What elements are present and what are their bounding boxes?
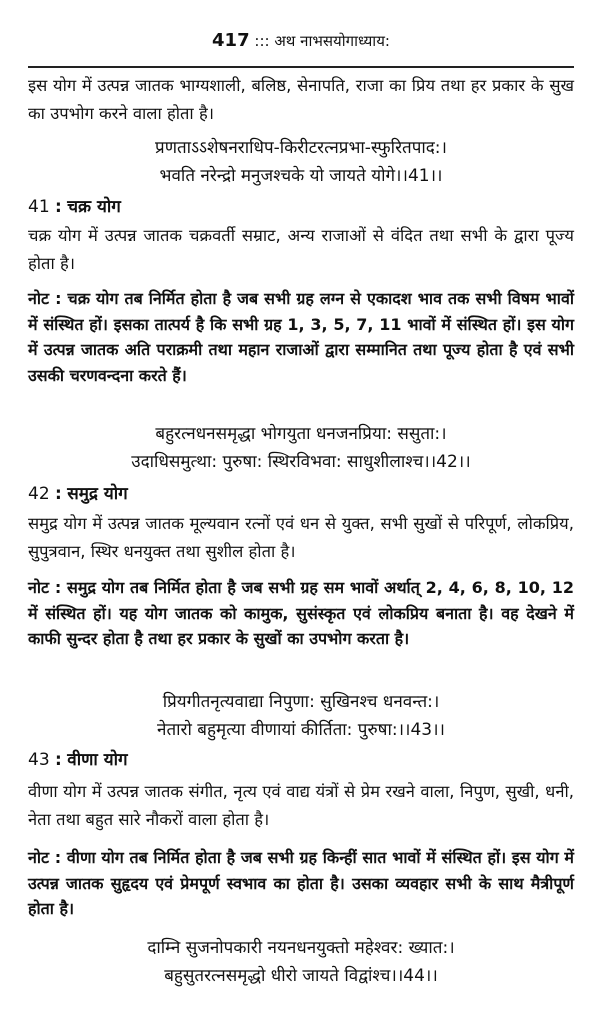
section-note: नोट : चक्र योग तब निर्मित होता है जब सभी ग्रह लग्न से एकादश भाव तक सभी विषम भावों में संस्थित हों। इसका तात्पर्य है कि सभी ग्रह 1, 3, 5, 7, 11 भावों में संस्थित हों। इस योग में उत्पन्न जातक अति पराक्रमी तथा महान राजाओं द्वारा सम्मानित तथा पूज्य होता है एवं सभी उसकी चरणवन्दना करते हैं। [28, 289, 574, 385]
section-text: समुद्र योग में उत्पन्न जातक मूल्यवान रत्नों एवं धन से युक्त, सभी सुखों से परिपूर्ण, लोकप्रिय, सुपुत्रवान, स्थिर धनयुक्त तथा सुशील होता है। [28, 514, 574, 561]
verse-line: नेतारो बहुमृत्या वीणायां कीर्तिता: पुरुषा:।।43।। [157, 720, 445, 740]
section-number: 41 [28, 197, 50, 217]
section-note: नोट : समुद्र योग तब निर्मित होता है जब सभी ग्रह सम भावों अर्थात् 2, 4, 6, 8, 10, 12 में संस्थित हों। यह योग जातक को कामुक, सुसंस्कृत एवं लोकप्रिय बनाता है। वह देखने में काफी सुन्दर होता है तथा हर प्रकार के सुखों का उपभोग करता है। [28, 578, 574, 648]
section-number: 42 [28, 484, 50, 504]
section-heading [28, 194, 574, 220]
verse-line: बहुरत्नधनसमृद्धा भोगयुता धनजनप्रिया: ससुता:। [155, 424, 447, 444]
verse-line: बहुसुतरत्नसमृद्धो धीरो जायते विद्वांश्च।।44।। [164, 966, 438, 986]
intro-paragraph: इस योग में उत्पन्न जातक भाग्यशाली, बलिष्ठ, सेनापति, राजा का प्रिय तथा हर प्रकार के सुख का उपभोग करने वाला होता है। [28, 76, 574, 123]
header-rule [28, 66, 574, 68]
section-heading [28, 481, 574, 507]
chapter-title: अथ नाभसयोगाध्याय: [274, 32, 390, 50]
verse-line: प्रणताऽऽशेषनराधिप-किरीटरत्नप्रभा-स्फुरितपाद:। [155, 138, 447, 158]
section-note: नोट : वीणा योग तब निर्मित होता है जब सभी ग्रह किन्हीं सात भावों में संस्थित हों। इस योग में उत्पन्न जातक सुहृदय एवं प्रेमपूर्ण स्वभाव का होता है। उसका व्यवहार सभी के साथ मैत्रीपूर्ण होता है। [28, 848, 574, 918]
verse-line: प्रियगीतनृत्यवाद्या निपुणा: सुखिनश्च धनवन्त:। [162, 692, 440, 712]
header-separator: ::: [254, 32, 270, 50]
section-text: चक्र योग में उत्पन्न जातक चक्रवर्ती सम्राट, अन्य राजाओं से वंदित तथा सभी के द्वारा पूज्य होता है। [28, 226, 574, 273]
heading-colon: : [55, 197, 62, 217]
verse-line: उदाधिसमुत्था: पुरुषा: स्थिरविभवा: साधुशीलाश्च।।42।। [131, 452, 471, 472]
verse-44 [28, 934, 574, 990]
verse-41 [28, 134, 574, 190]
page-number: 417 [212, 30, 250, 51]
verse-line: दाम्नि सुजनोपकारी नयनधनयुक्तो महेश्वर: ख्यात:। [147, 938, 455, 958]
verse-42 [28, 420, 574, 476]
section-title: चक्र योग [67, 197, 121, 217]
section-heading [28, 747, 574, 773]
section-number: 43 [28, 750, 50, 770]
verse-43 [28, 688, 574, 744]
section-text: वीणा योग में उत्पन्न जातक संगीत, नृत्य एवं वाद्य यंत्रों से प्रेम रखने वाला, निपुण, सुखी, धनी, नेता तथा बहुत सारे नौकरों वाला होता है। [28, 782, 574, 829]
heading-colon: : [55, 484, 62, 504]
verse-line: भवति नरेन्द्रो मनुजश्चके यो जायते योगे।।41।। [159, 166, 443, 186]
section-title: समुद्र योग [67, 484, 128, 504]
section-title: वीणा योग [67, 750, 128, 770]
heading-colon: : [55, 750, 62, 770]
running-header [28, 30, 574, 51]
